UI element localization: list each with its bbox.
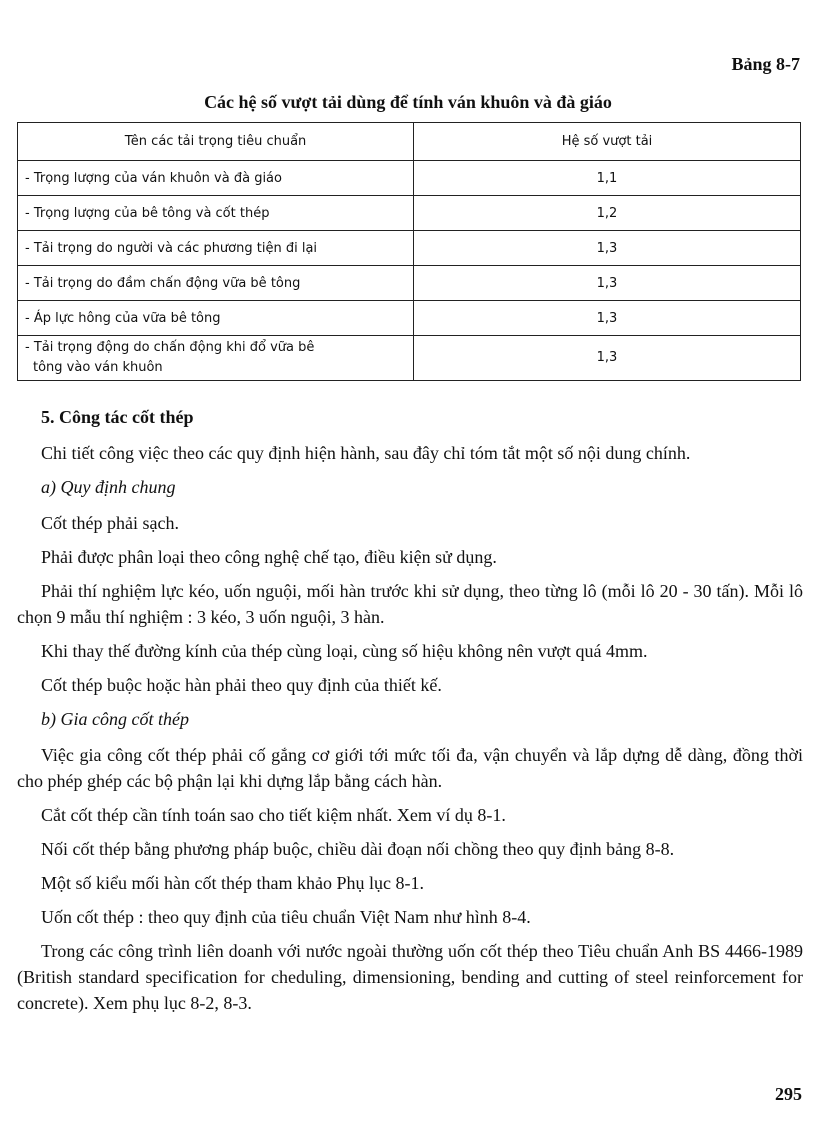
table-row — [18, 336, 801, 381]
load-name-cell: - Tải trọng do đầm chấn động vữa bê tông — [18, 266, 414, 301]
table-row — [18, 161, 801, 196]
table-row — [18, 231, 801, 266]
coefficient-cell: 1,3 — [414, 301, 801, 336]
paragraph: Cốt thép buộc hoặc hàn phải theo quy định của thiết kế. — [41, 675, 442, 695]
column-header-load-name: Tên các tải trọng tiêu chuẩn — [18, 123, 414, 161]
column-header-coefficient: Hệ số vượt tải — [414, 123, 801, 161]
load-name-cell — [18, 336, 414, 381]
table-row — [18, 196, 801, 231]
coefficient-cell: 1,2 — [414, 196, 801, 231]
load-name-line-2: tông vào ván khuôn — [33, 360, 163, 375]
paragraph: Nối cốt thép bằng phương pháp buộc, chiều dài đoạn nối chồng theo quy định bảng 8-8. — [41, 839, 675, 859]
subsection-heading-b: b) Gia công cốt thép — [41, 709, 189, 729]
load-name-cell: - Tải trọng do người và các phương tiện đi lại — [18, 231, 414, 266]
section-heading: 5. Công tác cốt thép — [41, 407, 194, 427]
section-intro: Chi tiết công việc theo các quy định hiện hành, sau đây chỉ tóm tắt một số nội dung chính. — [41, 443, 691, 463]
paragraph: Phải thí nghiệm lực kéo, uốn nguội, mối hàn trước khi sử dụng, theo từng lô (mỗi lô 20 - 30 tấn). Mỗi lô chọn 9 mẫu thí nghiệm : 3 kéo, 3 uốn nguội, 3 hàn. — [17, 581, 803, 627]
load-name-cell: - Trọng lượng của ván khuôn và đà giáo — [18, 161, 414, 196]
paragraph: Uốn cốt thép : theo quy định của tiêu chuẩn Việt Nam như hình 8-4. — [41, 907, 531, 927]
paragraph: Phải được phân loại theo công nghệ chế tạo, điều kiện sử dụng. — [41, 547, 497, 567]
body-text — [17, 404, 803, 1024]
coefficient-cell: 1,3 — [414, 231, 801, 266]
paragraph: Trong các công trình liên doanh với nước ngoài thường uốn cốt thép theo Tiêu chuẩn Anh BS 4466-1989 (British standard specification for cheduling, dimensioning, bending and cutting of steel reinforcement for concrete). Xem phụ lục 8-2, 8-3. — [17, 941, 803, 1013]
load-name-line-1: - Tải trọng động do chấn động khi đổ vữa bê — [25, 340, 315, 355]
coefficient-cell: 1,3 — [414, 336, 801, 381]
page-number: 295 — [775, 1084, 802, 1104]
coefficient-cell: 1,1 — [414, 161, 801, 196]
paragraph: Một số kiểu mối hàn cốt thép tham khảo Phụ lục 8-1. — [41, 873, 424, 893]
load-name-cell: - Áp lực hông của vữa bê tông — [18, 301, 414, 336]
paragraph: Khi thay thế đường kính của thép cùng loại, cùng số hiệu không nên vượt quá 4mm. — [41, 641, 648, 661]
coefficient-cell: 1,3 — [414, 266, 801, 301]
table-title: Các hệ số vượt tải dùng để tính ván khuôn và đà giáo — [204, 92, 612, 112]
paragraph: Cắt cốt thép cần tính toán sao cho tiết kiệm nhất. Xem ví dụ 8-1. — [41, 805, 506, 825]
paragraph: Việc gia công cốt thép phải cố gắng cơ giới tới mức tối đa, vận chuyển và lắp dựng dễ dàng, đồng thời cho phép ghép các bộ phận lại khi dựng lắp bằng cách hàn. — [17, 745, 803, 791]
table-reference: Bảng 8-7 — [731, 54, 800, 74]
subsection-heading-a: a) Quy định chung — [41, 477, 176, 497]
paragraph: Cốt thép phải sạch. — [41, 513, 179, 533]
table-row — [18, 266, 801, 301]
load-coefficient-table — [17, 122, 801, 381]
table-header-row — [18, 123, 801, 161]
table-row — [18, 301, 801, 336]
load-name-cell: - Trọng lượng của bê tông và cốt thép — [18, 196, 414, 231]
